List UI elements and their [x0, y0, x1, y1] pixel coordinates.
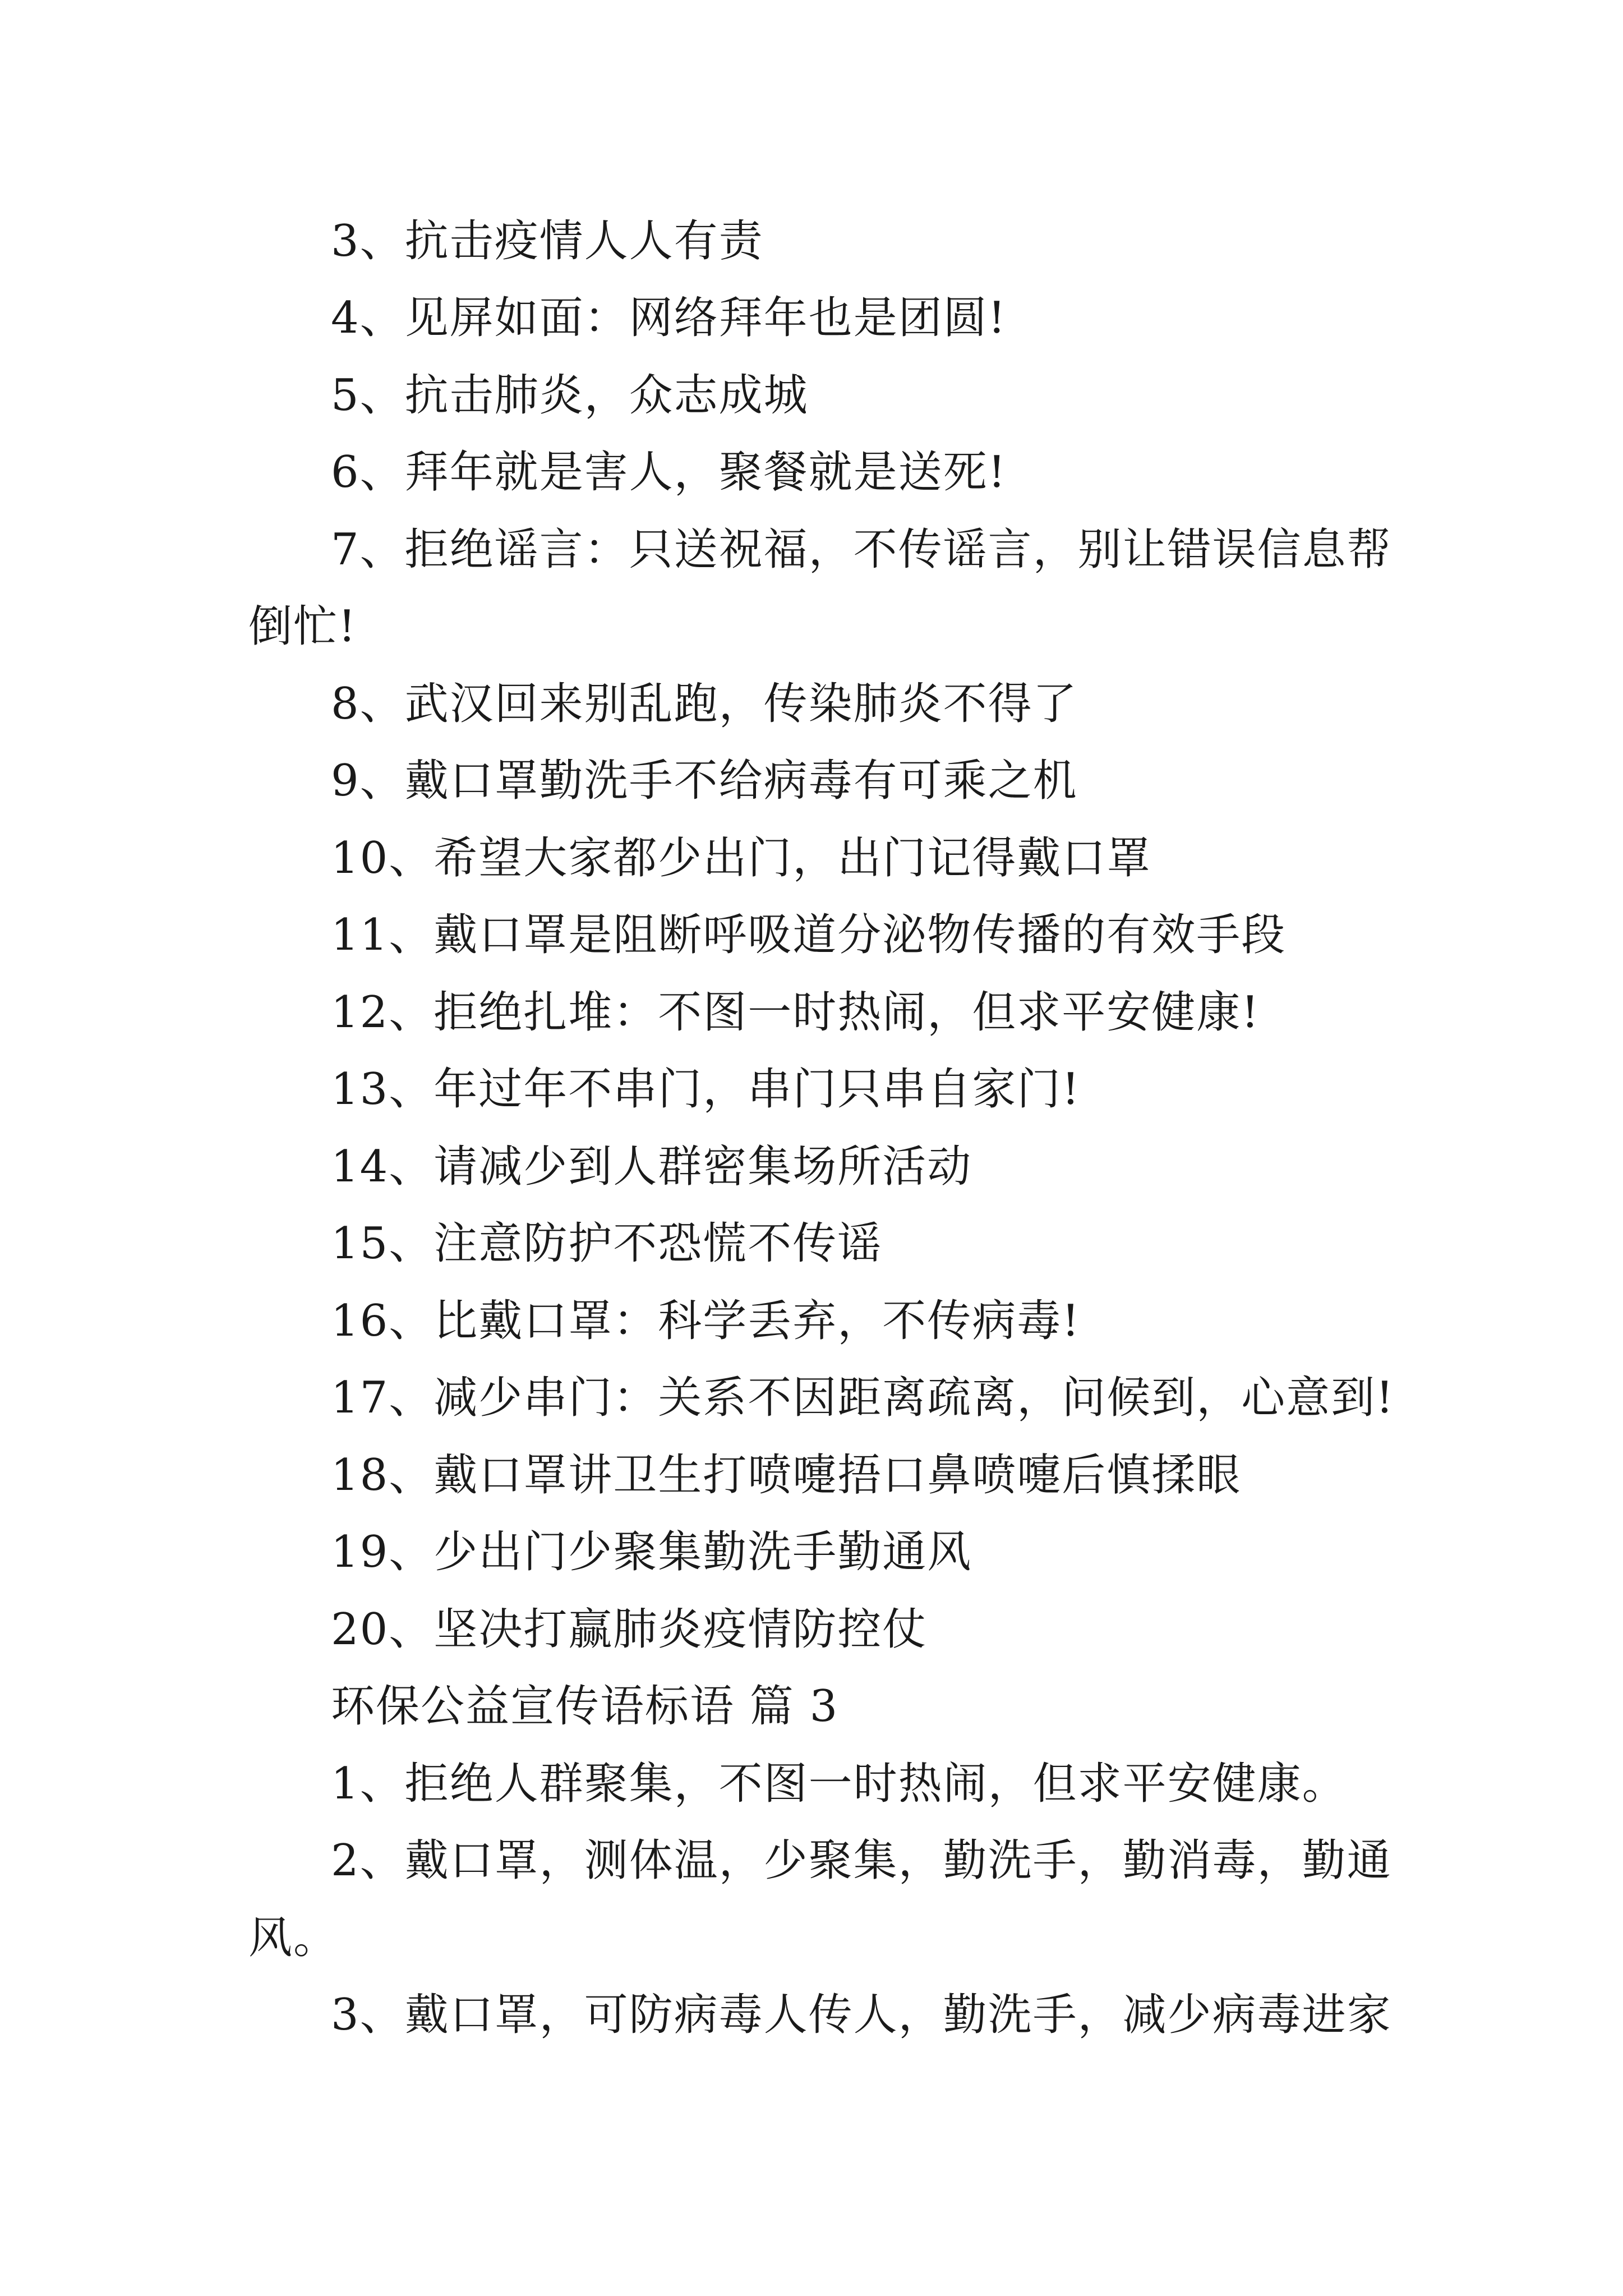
slogan-line-9: 9、戴口罩勤洗手不给病毒有可乘之机 [331, 756, 1078, 806]
slogan-line-17: 17、减少串门：关系不因距离疏离，问候到，心意到! [331, 1373, 1395, 1423]
slogan-line-4: 4、见屏如面：网络拜年也是团圆! [331, 293, 1007, 343]
section3-line-2: 2、戴口罩，测体温，少聚集，勤洗手，勤消毒，勤通 [331, 1835, 1392, 1886]
slogan-line-16: 16、比戴口罩：科学丢弃，不传病毒! [331, 1296, 1081, 1346]
section3-line-2-continued: 风。 [248, 1913, 339, 1963]
slogan-line-6: 6、拜年就是害人，聚餐就是送死! [331, 447, 1007, 498]
slogan-line-10: 10、希望大家都少出门，出门记得戴口罩 [331, 833, 1152, 884]
slogan-line-20: 20、坚决打赢肺炎疫情防控仗 [331, 1604, 928, 1655]
slogan-line-11: 11、戴口罩是阻断呼吸道分泌物传播的有效手段 [331, 910, 1287, 960]
slogan-line-13: 13、年过年不串门，串门只串自家门! [331, 1064, 1081, 1115]
slogan-line-3: 3、抗击疫情人人有责 [331, 216, 764, 266]
slogan-line-5: 5、抗击肺炎，众志成城 [331, 370, 809, 421]
slogan-line-12: 12、拒绝扎堆：不图一时热闹，但求平安健康! [331, 987, 1260, 1038]
section3-line-1: 1、拒绝人群聚集，不图一时热闹，但求平安健康。 [331, 1759, 1347, 1809]
slogan-line-8: 8、武汉回来别乱跑，传染肺炎不得了 [331, 679, 1078, 729]
section-heading: 环保公益宣传语标语 篇 3 [331, 1681, 839, 1732]
section3-line-3: 3、戴口罩，可防病毒人传人，勤洗手，减少病毒进家 [331, 1990, 1392, 2040]
slogan-line-7-continued: 倒忙! [248, 601, 357, 652]
slogan-line-15: 15、注意防护不恐慌不传谣 [331, 1218, 883, 1269]
slogan-line-7: 7、拒绝谣言：只送祝福，不传谣言，别让错误信息帮 [331, 524, 1392, 575]
slogan-line-14: 14、请减少到人群密集场所活动 [331, 1142, 972, 1192]
slogan-line-18: 18、戴口罩讲卫生打喷嚏捂口鼻喷嚏后慎揉眼 [331, 1450, 1242, 1501]
slogan-line-19: 19、少出门少聚集勤洗手勤通风 [331, 1527, 972, 1577]
